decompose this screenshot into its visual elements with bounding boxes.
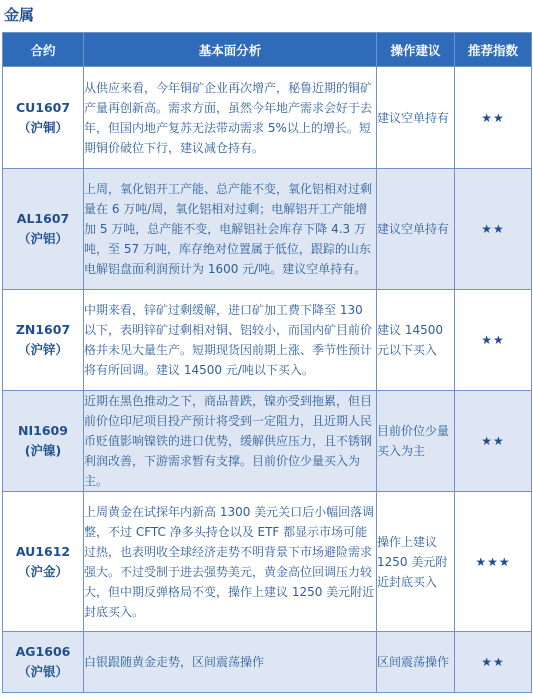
advice-cell: 操作上建议 1250 美元附近封底买入 [377,492,455,632]
metals-table [2,32,532,693]
contract-code: AU1612 [15,543,71,559]
contract-cell [3,632,84,693]
advice-cell: 建议空单持有 [377,67,455,169]
header-contract: 合约 [3,33,84,67]
index-cell: ★★ [455,290,532,391]
header-index: 推荐指数 [455,33,532,67]
table-header-row [3,33,532,67]
contract-name: （沪铜） [17,119,68,135]
index-cell: ★★ [455,169,532,290]
index-cell: ★★ [455,391,532,492]
contract-code: ZN1607 [15,322,71,337]
table-row [3,391,532,492]
contract-cell [3,391,84,492]
contract-name: （沪银） [17,664,68,679]
contract-cell [3,290,84,391]
contract-code: CU1607 [15,99,71,115]
table-row [3,492,532,632]
table-row [3,67,532,169]
advice-cell: 区间震荡操作 [377,632,455,693]
contract-code: NI1609 [18,423,68,438]
index-cell: ★★ [455,67,532,169]
contract-name: (沪镍) [24,443,62,458]
header-analysis: 基本面分析 [84,33,377,67]
table-row [3,632,532,693]
analysis-cell: 白银跟随黄金走势，区间震荡操作 [84,632,377,693]
contract-name: （沪金） [17,563,68,579]
advice-cell: 建议 14500 元以下买入 [377,290,455,391]
advice-cell: 目前价位少量买入为主 [377,391,455,492]
advice-cell: 建议空单持有 [377,169,455,290]
analysis-cell: 中期来看，锌矿过剩缓解，进口矿加工费下降至 130 以下，表明锌矿过剩相对铜、铝较小，而国内矿目前价格并未见大量生产。短期现货因前期上涨、季节性预计将有所回调。建议 14500 元/吨以下买入。 [84,290,377,391]
contract-cell [3,492,84,632]
contract-code: AL1607 [16,211,70,226]
analysis-cell: 上周，氧化铝开工产能、总产能不变，氧化铝相对过剩量在 6 万吨/周，氧化铝相对过剩；电解铝开工产能增加 5 万吨，总产能不变，电解铝社会库存下降 4.3 万吨，至 57 万吨，库存绝对位置属于低位，跟踪的山东电解铝盘面利润预计为 1600 元/吨。建议空单持有。 [84,169,377,290]
section-title: 金属 [4,6,35,24]
index-cell: ★★ [455,632,532,693]
contract-cell [3,67,84,169]
index-cell: ★★★ [455,492,532,632]
contract-name: （沪锌） [17,342,68,357]
contract-cell [3,169,84,290]
header-advice: 操作建议 [377,33,455,67]
contract-name: （沪铝） [17,231,68,246]
contract-code: AG1606 [15,644,71,659]
analysis-cell: 近期在黑色推动之下，商品普跌，镍亦受到拖累，但目前价位印尼项目投产预计将受到一定阻力，且近期人民币贬值影响镍铁的进口优势，缓解供应压力，且不锈钢利润改善，下游需求暂有支撑。目前价位少量买入为主。 [84,391,377,492]
analysis-cell: 上周黄金在试探年内新高 1300 美元关口后小幅回落调整，不过 CFTC 净多头持仓以及 ETF 都显示市场可能过热，也表明收全球经济走势不明背景下市场避险需求强大。不过受制于进去强势美元，黄金高位回调压力较大，但中期反弹格局不变，操作上建议 1250 美元附近封底买入。 [84,492,377,632]
analysis-cell: 从供应来看，今年铜矿企业再次增产，秘鲁近期的铜矿产量再创新高。需求方面，虽然今年地产需求会好于去年，但国内地产复苏无法带动需求 5%以上的增长。短期铜价破位下行，建议减仓持有。 [84,67,377,169]
table-row [3,290,532,391]
table-row [3,169,532,290]
